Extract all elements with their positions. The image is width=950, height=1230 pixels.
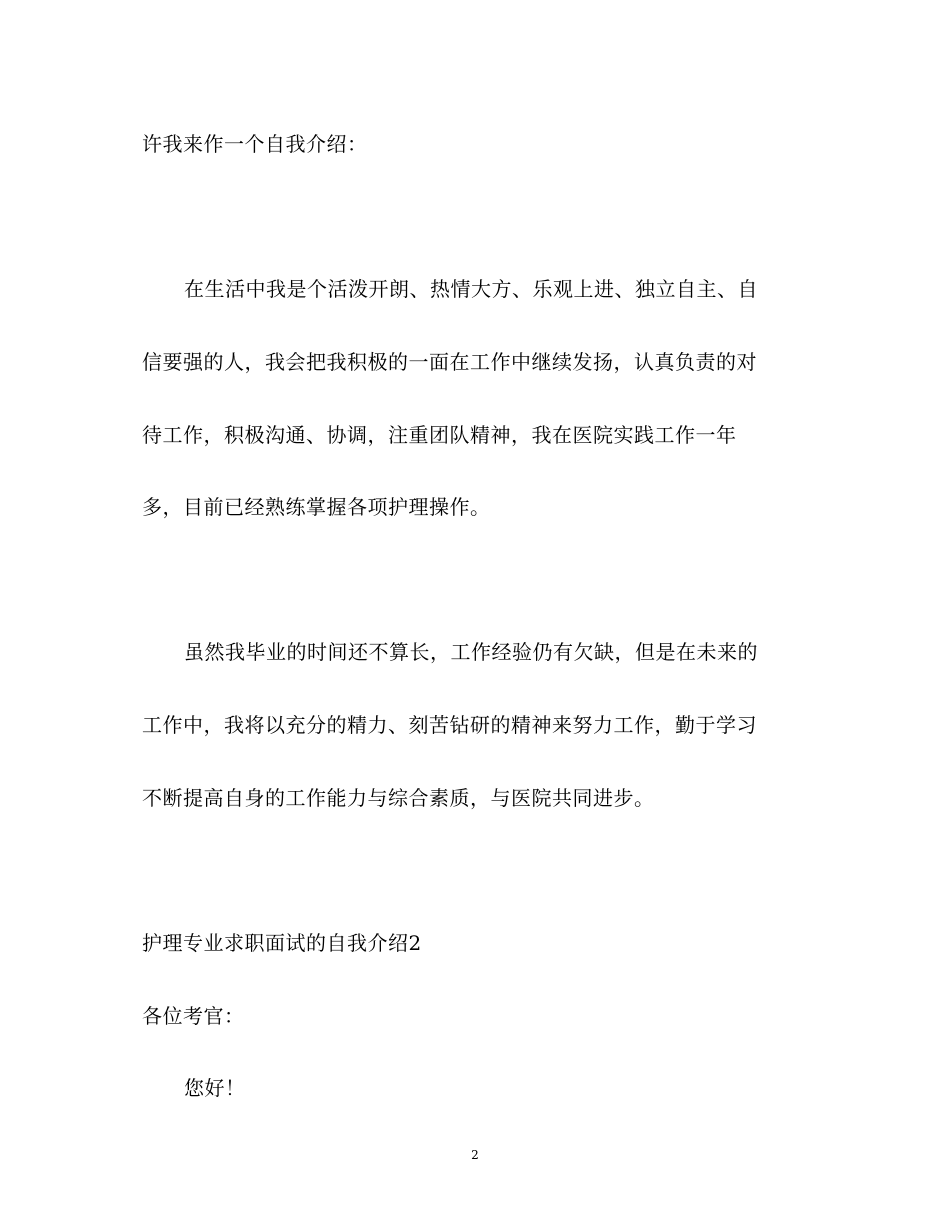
paragraph-1-line-1: 在生活中我是个活泼开朗、热情大方、乐观上进、独立自主、自 [184,277,758,301]
page-number: 2 [471,1148,479,1162]
greeting: 您好！ [184,1076,246,1100]
paragraph-2-line-2: 工作中，我将以充分的精力、刻苦钻研的精神来努力工作，勤于学习 [142,713,757,737]
paragraph-2-line-1: 虽然我毕业的时间还不算长，工作经验仍有欠缺，但是在未来的 [184,640,758,664]
paragraph-1-line-4: 多，目前已经熟练掌握各项护理操作。 [142,495,491,519]
intro-line: 许我来作一个自我介绍： [142,132,368,156]
section-title: 护理专业求职面试的自我介绍2 [142,931,422,955]
salutation: 各位考官： [142,1004,245,1028]
paragraph-1-line-3: 待工作，积极沟通、协调，注重团队精神，我在医院实践工作一年 [142,423,737,447]
paragraph-1-line-2: 信要强的人，我会把我积极的一面在工作中继续发扬，认真负责的对 [142,350,757,374]
paragraph-2-line-3: 不断提高自身的工作能力与综合素质，与医院共同进步。 [142,786,655,810]
